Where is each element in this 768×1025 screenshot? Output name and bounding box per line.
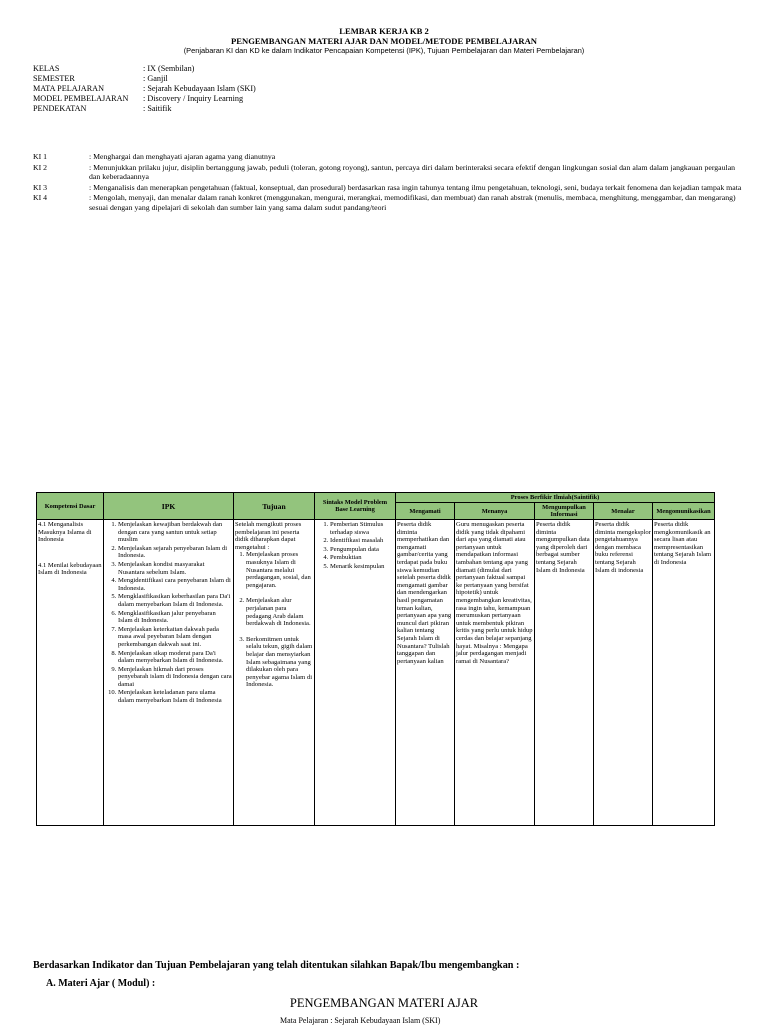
header-ipk: IPK [104,493,234,520]
header-sintaks: Sintaks Model Problem Base Learning [315,493,396,520]
cell-ipk [104,520,234,826]
ki-label: KI 3 [33,182,48,192]
header-menalar: Menalar [594,503,653,520]
kd-item: 4.1 Menganalisis Masuknya Islama di Indonesia [38,521,92,544]
header-tujuan: Tujuan [234,493,315,520]
ipk-item: 9. Menjelaskan hikmah dari proses penyebarah islam di Indonesia dengan cara damai [118,666,232,689]
cell-sintaks [315,520,396,826]
ki-label: KI 4 [33,193,48,202]
ki-text: : Menghargai dan menghayati ajaran agama yang dianutnya [89,152,276,161]
cell-kd [37,520,104,826]
ki-label: KI 1 [33,152,48,161]
meta-label: MATA PELAJARAN [33,84,104,93]
cell-menanya: Guru menugaskan peserta didik yang tidak dipahami dari apa yang diamati atau pertanyaan untuk mendapatkan informasi tambahan tentang apa yang diamati (dimulai dari pertanyaan faktual sampai ke pertanyaan yang bersifat hipotetik) untuk mengembangkan kreativitas, rasa ingin tahu, kemampuan merumuskan pertanyaan untuk membentuk pikiran kritis yang perlu untuk hidup cerdas dan belajar sepanjang hayat. Misalnya : Mengapa jalur perdagangan menjadi ramai di Nusantara? [455,520,535,826]
tujuan-item: 2. Menjelaskan alur perjalanan para pedagang Arab dalam berdakwah di Indonesia. [246,597,313,627]
header-kd: Kompetensi Dasar [37,493,104,520]
ki-list [33,152,743,213]
header-mengomunikasikan: Mengomunikasikan [653,503,715,520]
meta-label: SEMESTER [33,74,75,83]
ipk-item: 7. Menjelaskan keterkaitan dakwah pada masa awal peyebaran Islam dengan perkembangan dakwah saat ini. [118,626,232,649]
header-menanya: Menanya [455,503,535,520]
ipk-item: 5. Mengklasifikasikan keberhasilan para Da'i dalam menyebarkan Islam di Indonesia. [118,593,232,608]
ki-label: KI 2 [33,162,48,172]
sintaks-item: 4. Pembuktian [330,554,394,562]
header-mengumpulkan: Mengumpulkan Informasi [535,503,594,520]
worksheet-description: (Penjabaran KI dan KD ke dalam Indikator Pencapaian Kompetensi (IPK), Tujuan Pembelajaran dan Materi Pembelajaran) [183,46,585,55]
ki-text: : Menganalisis dan menerapkan pengetahuan (faktual, konseptual, dan prosedural) berdasarkan rasa ingin tahunya tentang ilmu pengetahuan, teknologi, seni, budaya terkait fenomena dan kejadian tampak mata [89,182,742,192]
cell-mengamati: Peserta didik diminta memperhatikan dan mengamati gambar/cerita yang terdapat pada buku siswa kemudian setelah peserta didik mengamati gambar dan mendengarkan hasil pengamatan teman kalian, pertanyaan apa yang muncul dari pikiran kalian tentang Sejarah Islam di Nusantara? Tulislah tanggapan dan pertanyaan kalian [396,520,455,826]
meta-info [33,64,256,114]
worksheet-title: LEMBAR KERJA KB 2 [339,26,429,36]
meta-row-model [33,94,256,104]
materi-ajar-heading: A. Materi Ajar ( Modul) : [46,978,156,989]
ki-item [33,183,743,193]
ki-item [33,193,743,212]
ipk-item: 1. Menjelaskan kewajiban berdakwah dan dengan cara yang santun untuk setiap muslim [118,521,232,544]
meta-value: : Discovery / Inquiry Learning [143,94,244,103]
meta-value: : Saitifik [143,104,172,113]
ki-item [33,152,743,162]
cell-mengumpulkan: Peserta didik diminta mengumpulkan data yang diperoleh dari berbagai sumber tentang Sejarah Islam di Indonesia [535,520,594,826]
ki-text: : Menunjukkan prilaku jujur, disiplin bertanggung jawab, peduli (toleran, gotong royong), santun, percaya diri dalam berinteraksi secara efektif dengan lingkungan sosial dan alam dalam jangkauan pergaulan dan keberadaannya [89,162,736,181]
tujuan-intro: Setelah mengikuti proses pembelajaran ini peserta didik diharapkan dapat mengetahui : [235,521,302,551]
meta-label: PENDEKATAN [33,104,87,113]
meta-label: MODEL PEMBELAJARAN [33,94,129,103]
cell-mengomunikasikan: Peserta didik mengkomunikasik an secara lisan atau mempresentasikan tentang Sejarah Islam di Indonesia [653,520,715,826]
meta-value: : IX (Sembilan) [143,64,195,73]
table-row [37,520,715,826]
meta-label: KELAS [33,64,60,73]
ki-text: : Mengolah, menyaji, dan menalar dalam ranah konkret (menggunakan, mengurai, merangkai, memodifikasi, dan membuat) dan ranah abstrak (menulis, membaca, menghitung, menggambar, dan mengarang) sesuai dengan yang dipelajari di sekolah dan sumber lain yang sama dalam sudut pandang/teori [89,193,736,212]
ipk-item: 8. Menjelaskan sikap moderat para Da'i dalam menyebarkan Islam di Indonesia. [118,650,232,665]
ipk-item: 6. Mengklasifikasikan jalur penyebaran Islam di Indonesia. [118,610,232,625]
meta-row-pendekatan [33,104,256,114]
ipk-item: 3. Menjelaskan kondisi masyarakat Nusantara sebelum Islam. [118,561,232,576]
meta-row-mapel [33,84,256,94]
sintaks-item: 5. Menarik kesimpulan [330,563,394,571]
kd-item: 4.1 Menilai kebudayaan Islam di Indonesia [38,561,102,577]
ipk-item: 10. Menjelaskan keteladanan para ulama dalam menyebarkan Islam di Indonesia [118,689,232,704]
learning-plan-table [36,492,715,826]
ipk-item: 2. Menjelaskan sejarah penyebaran Islam di Indonesia. [118,545,232,560]
cutoff-line: Mata Pelajaran : Sejarah Kebudayaan Islam (SKI) [280,1016,441,1025]
tujuan-item: 1. Menjelaskan proses masuknya Islam di Nusantara melalui perdagangan, sosial, dan pengajaran. [246,551,313,589]
ki-item [33,163,743,182]
worksheet-subtitle: PENGEMBANGAN MATERI AJAR DAN MODEL/METODE PEMBELAJARAN [231,36,537,46]
sintaks-item: 3. Pengumpulan data [330,546,394,554]
tujuan-item: 3. Berkomitmen untuk selalu tekun, gigih dalam belajar dan mensyiarkan Islam sebagaimana yang dilakukan oleh para penyebar agama Islam di Indonesia. [246,636,313,689]
meta-row-kelas [33,64,256,74]
meta-row-semester [33,74,256,84]
meta-value: : Sejarah Kebudayaan Islam (SKI) [143,84,256,93]
cell-menalar: Peserta didik diminta mengeksplor pengetahuannya dengan membaca buku referensi tentang Sejarah Islam di indonesia [594,520,653,826]
header-proses: Proses Berfikir Ilmiah(Saintifik) [396,493,715,503]
section-title: PENGEMBANGAN MATERI AJAR [289,996,479,1010]
meta-value: : Ganjil [143,74,168,83]
ipk-item: 4. Mengidentifikasi cara penyebaran Islam di Indonesia. [118,577,232,592]
header-mengamati: Mengamati [396,503,455,520]
sintaks-item: 1. Pemberian Stimulus terhadap siswa [330,521,394,536]
sintaks-item: 2. Identifikasi masalah [330,537,394,545]
cell-tujuan [234,520,315,826]
instruction-text: Berdasarkan Indikator dan Tujuan Pembelajaran yang telah ditentukan silahkan Bapak/Ibu mengembangkan : [33,960,520,971]
